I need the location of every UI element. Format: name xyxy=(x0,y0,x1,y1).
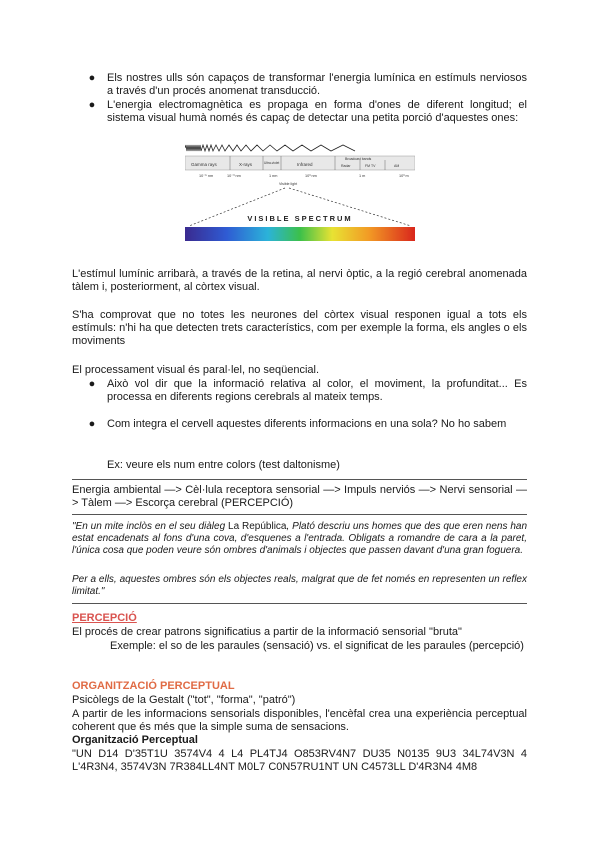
quote-text: , Plató descriu uns homes que des que eren nens han estat encadenats al fons d'una cova, d'esquenes a l'entrada. Obligats a romandre de cara a la paret, l'única cosa que poden veure són ombres d'animals i objectes que passen davant d'una gran foguera. xyxy=(72,521,528,556)
tick-label: 10⁻³ nm xyxy=(227,174,241,178)
divider xyxy=(72,603,527,604)
divider xyxy=(72,479,527,480)
band-label-am: AM xyxy=(394,164,400,168)
organitzacio-subheading: Organització Perceptual xyxy=(72,734,198,746)
tick-label: 1 m xyxy=(359,174,366,178)
perception-flow: Energia ambiental —> Cèl·lula receptora sensorial —> Impuls nerviós —> Nervi sensorial —> Tàlem —> Escorça cerebral (PERCEPCIÓ) xyxy=(72,484,527,509)
bullet-dot: ● xyxy=(88,99,96,111)
plato-cave-quote xyxy=(72,521,527,557)
bullet-dot: ● xyxy=(88,418,96,430)
organitzacio-heading: ORGANITZACIÓ PERCEPTUAL xyxy=(72,680,235,692)
bullet-integration xyxy=(88,418,527,431)
tick-label: 1 nm xyxy=(269,174,278,178)
quote-text: "En un mite inclòs en el seu diàleg xyxy=(72,521,229,532)
bullet-text: L'energia electromagnètica es propaga en forma d'ones de diferent longitud; el sistema visual humà només és capaç de detectar una petita porció d'aquestes ones: xyxy=(107,99,527,124)
bullet-text: Els nostres ulls són capaços de transformar l'energia lumínica en estímuls nerviosos a través d'un procés anomenat transducció. xyxy=(107,72,527,97)
bullet-transduction xyxy=(88,72,527,98)
visible-spectrum-figure xyxy=(185,144,415,242)
band-label-gamma: Gamma rays xyxy=(191,162,217,167)
tick-label: 10³ nm xyxy=(305,174,317,178)
bullet-parallel-regions xyxy=(88,378,527,404)
quote-book-title: La República xyxy=(228,521,287,532)
percepcio-example: Exemple: el so de les paraules (sensació) vs. el significat de les paraules (percepció) xyxy=(110,640,524,652)
paragraph-neurons: S'ha comprovat que no totes les neurones del còrtex visual responen igual a tots els estímuls: n'hi ha que detecten trets característics, com per exemple la forma, els angles o els moviments xyxy=(72,309,527,347)
band-label-fmtv: FM TV xyxy=(365,164,376,168)
gestalt-paragraph: A partir de les informacions sensorials disponibles, l'encèfal crea una experiència perceptual coherent que és més que la simple suma de sensacions. xyxy=(72,708,527,733)
band-label-uv: Ultra-violet xyxy=(264,161,280,165)
bullet-electromagnetic xyxy=(88,99,527,125)
percepcio-definition: El procés de crear patrons significatius a partir de la informació sensorial "bruta" xyxy=(72,626,462,638)
visible-spectrum-title: VISIBLE SPECTRUM xyxy=(247,214,353,223)
band-label-xrays: X-rays xyxy=(239,162,253,167)
rainbow-bar xyxy=(185,227,415,241)
paragraph-stimulus: L'estímul lumínic arribarà, a través de la retina, al nervi òptic, a la regió cerebral anomenada tàlem i, posteriorment, al còrtex visual. xyxy=(72,268,527,293)
tick-label: 10³ m xyxy=(399,174,409,178)
band-label-infrared: Infrared xyxy=(297,162,313,167)
bullet-dot: ● xyxy=(88,378,96,390)
em-wave xyxy=(185,145,355,151)
spectrum-svg xyxy=(185,144,415,242)
tick-label: 10⁻⁵ nm xyxy=(199,174,214,178)
percepcio-heading: PERCEPCIÓ xyxy=(72,612,137,624)
bullet-text: Això vol dir que la informació relativa al color, el moviment, la profunditat... Es processa en diferents regions cerebrals al mateix temps. xyxy=(107,378,527,403)
bullet-text: Com integra el cervell aquestes diferents informacions en una sola? No ho sabem xyxy=(107,418,507,430)
band-label-radar: Radar xyxy=(341,164,351,168)
paragraph-parallel: El processament visual és paral·lel, no seqüencial. xyxy=(72,364,320,376)
leet-example-text: "UN D14 D'35T1U 3574V4 4 L4 PL4TJ4 O853RV4N7 DU35 N0135 9U3 34L74V3N 4 L'4R3N4, 3574V3N 7R384LL4NT M0L7 C0N57RU1NT UN C4573LL D'4R3N4 4M8 xyxy=(72,748,527,773)
gestalt-line: Psicòlegs de la Gestalt ("tot", "forma", "patró") xyxy=(72,694,296,706)
plato-cave-quote-end: Per a ells, aquestes ombres són els objectes reals, malgrat que de fet només en representen un reflex limitat." xyxy=(72,574,527,597)
visible-light-label: Visible light xyxy=(279,182,298,186)
band-group-label: Broadcast bands xyxy=(345,157,372,161)
bullet-dot: ● xyxy=(88,72,96,84)
divider xyxy=(72,514,527,515)
example-color-test: Ex: veure els num entre colors (test daltonisme) xyxy=(107,459,340,471)
